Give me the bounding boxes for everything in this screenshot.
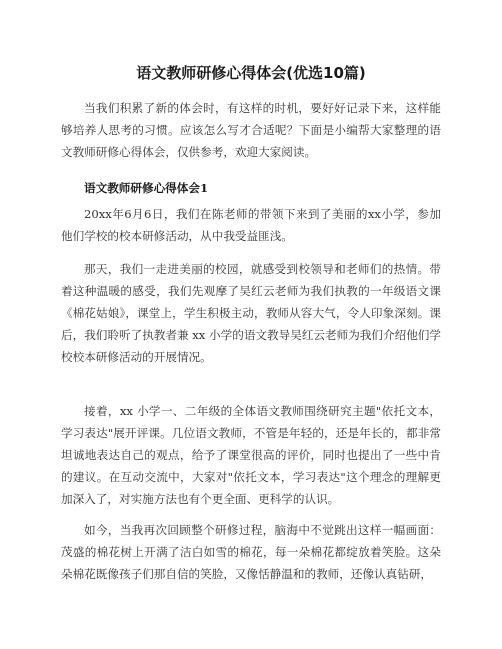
document-title: 语文教师研修心得体会(优选10篇) [136,64,366,82]
paragraph-3: 接着，xx 小学一、二年级的全体语文教师围绕研究主题"依托文本，学习表达"展开评课。几位语文教师，不管是年轻的，还是年长的，都非常坦诚地表达自己的观点，给予了课堂很高的评价，同时也提出了一些中肯的建议。在互动交流中，大家对"依托文本，学习表达"这个理念的理解更加深入了，对实施方法也有个更全面、更科学的认识。 [61,404,441,506]
section-heading: 语文教师研修心得体会1 [84,181,209,195]
paragraph-2: 那天，我们一走进美丽的校园，就感受到校领导和老师们的热情。带着这种温暖的感受，我们先观摩了吴红云老师为我们执教的一年级语文课《棉花姑娘》，课堂上，学生积极主动，教师从容大气，令人印象深刻。课后，我们聆听了执教者兼 xx 小学的语文教导吴红云老师为我们介绍他们学校校本研修活动的开展情况。 [61,262,441,364]
paragraph-4: 如今，当我再次回顾整个研修过程，脑海中不觉跳出这样一幅画面：茂盛的棉花树上开满了洁白如雪的棉花，每一朵棉花都绽放着笑脸。这朵朵棉花既像孩子们那自信的笑脸，又像恬静温和的教师，还像认真钻研， [61,523,441,581]
intro-paragraph: 当我们积累了新的体会时，有这样的时机，要好好记录下来，这样能够培养人思考的习惯。应该怎么写才合适呢？下面是小编帮大家整理的语文教师研修心得体会，仅供参考，欢迎大家阅读。 [61,101,441,159]
paragraph-1: 20xx年6月6日，我们在陈老师的带领下来到了美丽的xx小学，参加他们学校的校本研修活动，从中我受益匪浅。 [61,207,441,243]
